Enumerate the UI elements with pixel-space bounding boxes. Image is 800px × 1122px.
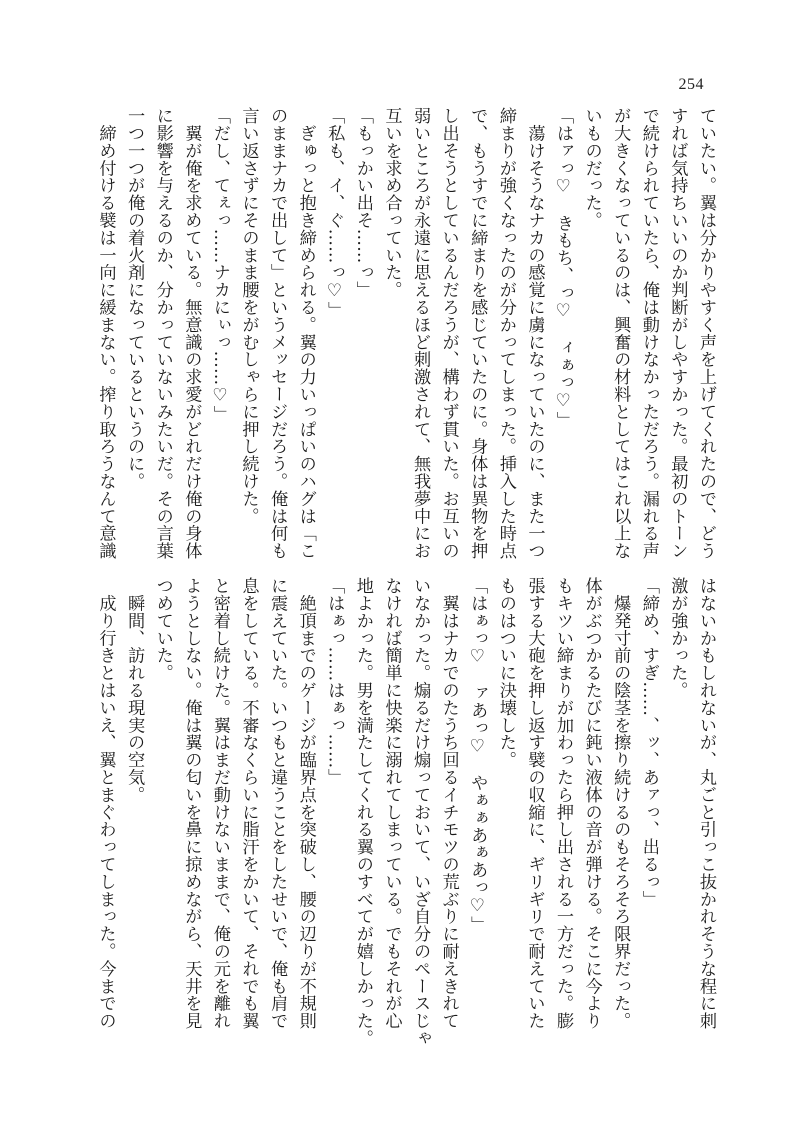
text-line: 「もっかい出そ……っ」 [352, 107, 373, 299]
text-line: ものはついに決壊した。 [495, 577, 516, 769]
text-line: 張する大砲を押し返す襞の収縮に、ギリギリで耐えていた [524, 577, 545, 1030]
text-line: 体がぶつかるたびに鈍い液体の音が弾ける。そこに今より [581, 577, 602, 1030]
text-line: 一つ一つが俺の着火剤になっているというのに。 [124, 107, 145, 490]
text-line: が大きくなっているのは、興奮の材料としてはこれ以上な [610, 107, 631, 560]
lower-text-block [95, 577, 720, 1047]
text-line: 激が強かった。 [667, 577, 688, 699]
text-line: 締め付ける襞は一向に緩まない。搾り取ろうなんて意識 [95, 107, 116, 560]
text-line: ていたい。翼は分かりやすく声を上げてくれたので、どう [696, 107, 716, 560]
text-line: 地よかった。男を満たしてくれる翼のすべてが嬉しかった。 [352, 577, 373, 1047]
text-line: はないかもしれないが、丸ごと引っこ抜かれそうな程に刺 [696, 577, 716, 1030]
text-line: 翼はナカでのたうち回るイチモツの荒ぶりに耐えきれて [438, 577, 459, 1030]
text-line: し出そうとしているんだろうが、構わず貫いた。お互いの [438, 107, 459, 560]
text-line: すれば気持ちいいのか判断がしやすかった。最初のトーン [667, 107, 688, 560]
text-line: 互いを求め合っていた。 [381, 107, 402, 299]
text-line: 成り行きとはいえ、翼とまぐわってしまった。今までの [95, 577, 116, 1030]
text-line: ぎゅっと抱き締められる。翼の力いっぱいのハグは「こ [295, 107, 316, 560]
text-line: 「私も、イ、ぐ……っ♡」 [324, 107, 345, 319]
text-line: 「はぁっ……はぁっ……」 [324, 577, 345, 786]
text-line: のままナカで出して」というメッセージだろう。俺は何も [267, 107, 288, 560]
text-line: 「はぁっ♡ ァあっ♡ やぁぁあぁあっ♡」 [467, 577, 488, 934]
text-line: 翼が俺を求めている。無意識の求愛がどれだけ俺の身体 [181, 107, 202, 560]
text-line: 「はァっ♡ きもち、っ♡ ィぁっ♡」 [553, 107, 574, 429]
text-line: いものだった。 [581, 107, 602, 229]
text-line: 蕩けそうなナカの感覚に虜になっていたのに、また一つ [524, 107, 545, 560]
text-line: なければ簡単に快楽に溺れてしまっている。でもそれが心 [381, 577, 402, 1030]
text-line: で続けられていたら、俺は動けなかっただろう。漏れる声 [638, 107, 659, 560]
text-line: と密着し続けた。翼はまだ動けないままで、俺の元を離れ [209, 577, 230, 1030]
text-line: 息をしている。不審なくらいに脂汗をかいて、それでも翼 [238, 577, 259, 1030]
text-line: 締まりが強くなったのが分かってしまった。挿入した時点 [495, 107, 516, 560]
text-line: ようとしない。俺は翼の匂いを鼻に掠めながら、天井を見 [181, 577, 202, 1030]
text-line: に震えていた。いつもと違うことをしたせいで、俺も肩で [267, 577, 288, 1030]
text-line: 瞬間、訪れる現実の空気。 [124, 577, 145, 804]
text-line: 「だし、てぇっ……ナカにぃっ……♡」 [209, 107, 230, 423]
upper-text-block [95, 107, 720, 560]
text-line: 弱いところが永遠に思えるほど刺激されて、無我夢中にお [410, 107, 431, 560]
text-line: 言い返さずにそのまま腰をがむしゃらに押し続けた。 [238, 107, 259, 525]
page-number: 254 [678, 76, 704, 93]
text-line: に影響を与えるのか、分かっていないみたいだ。その言葉 [152, 107, 173, 560]
text-line: つめていた。 [152, 577, 173, 682]
text-line: 絶頂までのゲージが臨界点を突破し、腰の辺りが不規則 [295, 577, 316, 1030]
text-line: もキツい締まりが加わったら押し出される一方だった。膨 [553, 577, 574, 1030]
text-line: 「締め、すぎ……、ッ、あァっ、出るっ」 [638, 577, 659, 908]
text-line: いなかった。煽るだけ煽っておいて、いざ自分のペースじゃ [410, 577, 431, 1047]
text-line: で、もうすでに締まりを感じていたのに。身体は異物を押 [467, 107, 488, 560]
text-line: 爆発寸前の陰茎を擦り続けるのもそろそろ限界だった。 [610, 577, 631, 1030]
